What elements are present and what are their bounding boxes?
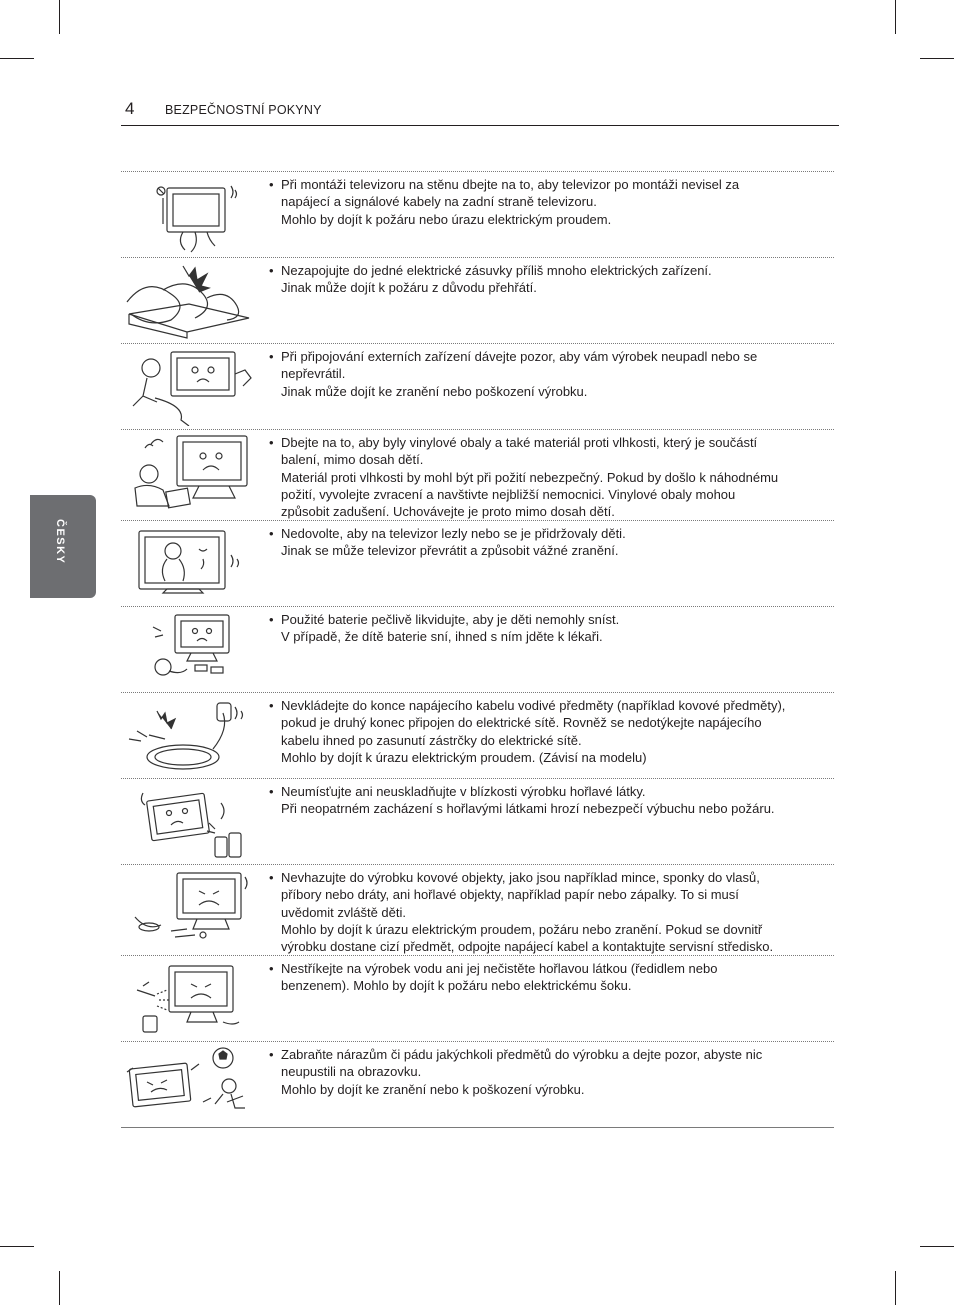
list-item (121, 344, 834, 430)
list-item (121, 693, 834, 779)
battery-child-illustration (123, 611, 255, 689)
language-tab-label: ČESKY (54, 519, 66, 565)
text-line: Dbejte na to, aby byly vinylové obaly a také materiál proti vlhkosti, který je součástí (281, 435, 758, 450)
text-line: Mohlo by dojít k požáru nebo úrazu elektrickým proudem. (281, 211, 612, 227)
spray-cleaning-illustration (123, 960, 255, 1038)
bullet: • (269, 784, 274, 799)
bullet: • (269, 349, 274, 364)
text-line: Neumísťujte ani neuskladňujte v blízkosti výrobku hořlavé látky. (281, 784, 646, 799)
list-item (121, 172, 834, 258)
child-packaging-illustration (123, 434, 255, 512)
text-line: kabelu ihned po zasunutí zástrčky do elektrické sítě. (281, 732, 582, 748)
bullet: • (269, 870, 274, 885)
crop-mark (920, 58, 954, 59)
crop-mark (895, 1271, 896, 1305)
instruction-text (269, 1046, 829, 1098)
text-line: příbory nebo dráty, ani hořlavé objekty, například papír nebo zápalky. To si musí (281, 887, 739, 903)
text-line: požití, vyvolejte zvracení a navštivte nejbližší nemocnici. Vinylové obaly mohou (281, 486, 736, 502)
text-line: balení, mimo dosah dětí. (281, 452, 424, 468)
text-line: neupustili na obrazovku. (281, 1064, 422, 1080)
text-line: benzenem). Mohlo by dojít k požáru nebo elektrickému šoku. (281, 978, 632, 994)
instruction-text (269, 783, 829, 818)
overloaded-socket-illustration (123, 262, 255, 340)
text-line: Nedovolte, aby na televizor lezly nebo se je přidržovaly děti. (281, 526, 626, 541)
bullet: • (269, 698, 274, 713)
text-line: Při neopatrném zacházení s hořlavými látkami hrozí nebezpečí výbuchu nebo požáru. (281, 801, 775, 817)
metal-objects-illustration (123, 869, 255, 947)
text-line: Nevhazujte do výrobku kovové objekty, jako jsou například mince, sponky do vlasů, (281, 870, 760, 885)
text-line: V případě, že dítě baterie sní, ihned s ním jděte k lékaři. (281, 629, 603, 645)
text-line: způsobit zadušení. Uchovávejte je proto mimo dosah dětí. (281, 504, 615, 520)
bullet: • (269, 526, 274, 541)
text-line: Při připojování externích zařízení dávejte pozor, aby vám výrobek neupadl nebo se (281, 349, 758, 364)
instruction-text (269, 176, 829, 228)
text-line: pokud je druhý konec připojen do elektrické sítě. Rovněž se nedotýkejte napájecího (281, 715, 762, 731)
list-item (121, 430, 834, 521)
text-line: Zabraňte nárazům či pádu jakýchkoli předmětů do výrobku a dejte pozor, abyste nic (281, 1047, 763, 1062)
text-line: Materiál proti vlhkosti by mohl být při požití nebezpečný. Pokud by došlo k náhodnému (281, 469, 779, 485)
text-line: nepřevrátil. (281, 366, 346, 382)
bullet: • (269, 263, 274, 278)
instruction-text (269, 434, 829, 520)
list-item (121, 1042, 834, 1128)
crop-mark (59, 1271, 60, 1305)
text-line: Nestříkejte na výrobek vodu ani jej nečistěte hořlavou látkou (ředidlem nebo (281, 961, 718, 976)
list-item (121, 258, 834, 344)
text-line: výrobku dostane cizí předmět, odpojte napájecí kabel a kontaktujte servisní středisko. (281, 939, 774, 955)
instruction-text (269, 348, 829, 400)
crop-mark (0, 1246, 34, 1247)
list-item (121, 521, 834, 607)
power-cord-object-illustration (123, 697, 255, 775)
bullet: • (269, 612, 274, 627)
tripping-over-cable-illustration (123, 348, 255, 426)
page-header (121, 98, 839, 126)
child-climbing-tv-illustration (123, 525, 255, 603)
flammable-substances-illustration (123, 783, 255, 861)
text-line: Mohlo by dojít k úrazu elektrickým proudem. (Závisí na modelu) (281, 749, 647, 765)
instruction-text (269, 262, 829, 297)
safety-instructions-list (121, 171, 834, 1128)
crop-mark (0, 58, 34, 59)
language-tab (30, 495, 96, 598)
text-line: Mohlo by dojít ke zranění nebo k poškození výrobku. (281, 1081, 585, 1097)
text-line: Nezapojujte do jedné elektrické zásuvky příliš mnoho elektrických zařízení. (281, 263, 712, 278)
text-line: Jinak se může televizor převrátit a způsobit vážné zranění. (281, 543, 619, 559)
crop-mark (895, 0, 896, 34)
text-line: napájecí a signálové kabely na zadní straně televizoru. (281, 194, 597, 210)
instruction-text (269, 869, 829, 955)
bullet: • (269, 1047, 274, 1062)
bullet: • (269, 435, 274, 450)
list-item (121, 956, 834, 1042)
wall-mount-tv-illustration (123, 176, 255, 254)
text-line: Nevkládejte do konce napájecího kabelu vodivé předměty (například kovové předměty), (281, 698, 786, 713)
text-line: Jinak může dojít k požáru z důvodu přehřátí. (281, 280, 537, 296)
section-title: BEZPEČNOSTNÍ POKYNY (165, 103, 322, 117)
text-line: Při montáži televizoru na stěnu dbejte na to, aby televizor po montáži nevisel za (281, 177, 740, 192)
instruction-text (269, 611, 829, 646)
crop-mark (920, 1246, 954, 1247)
ball-impact-illustration (123, 1046, 255, 1124)
text-line: Jinak může dojít ke zranění nebo poškození výrobku. (281, 383, 588, 399)
list-item (121, 607, 834, 693)
bullet: • (269, 177, 274, 192)
text-line: uvědomit zvláště děti. (281, 904, 407, 920)
instruction-text (269, 697, 829, 766)
page-number: 4 (125, 99, 135, 118)
text-line: Mohlo by dojít k úrazu elektrickým proudem, požáru nebo zranění. Pokud se dovnitř (281, 921, 763, 937)
list-item (121, 779, 834, 865)
list-item (121, 865, 834, 956)
text-line: Použité baterie pečlivě likvidujte, aby je děti nemohly sníst. (281, 612, 620, 627)
instruction-text (269, 960, 829, 995)
instruction-text (269, 525, 829, 560)
bullet: • (269, 961, 274, 976)
crop-mark (59, 0, 60, 34)
